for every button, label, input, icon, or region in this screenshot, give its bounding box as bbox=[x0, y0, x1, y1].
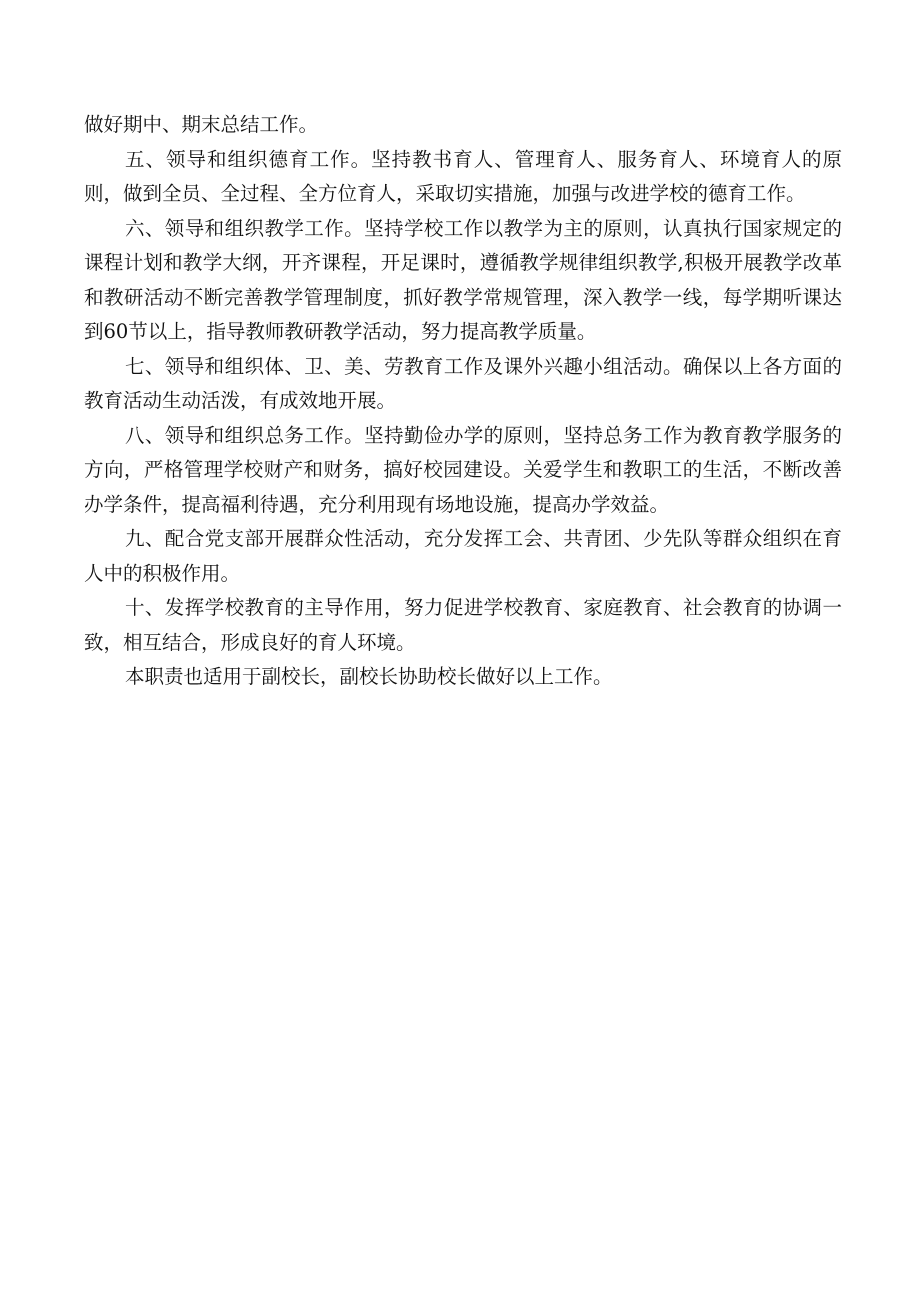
paragraph-teaching-work: 六、领导和组织教学工作。坚持学校工作以教学为主的原则，认真执行国家规定的课程计划和教学大纲，开齐课程，开足课时，遵循教学规律组织教学,积极开展教学改革和教研活动不断完善教学管理制度，抓好教学常规管理，深入教学一线，每学期听课达到60节以上，指导教师教研教学活动，努力提高教学质量。 bbox=[84, 216, 842, 343]
paragraph-sports-health-arts: 七、领导和组织体、卫、美、劳教育工作及课外兴趣小组活动。确保以上各方面的教育活动生动活泼，有成效地开展。 bbox=[84, 354, 842, 412]
paragraph-moral-education: 五、领导和组织德育工作。坚持教书育人、管理育人、服务育人、环境育人的原则，做到全员、全过程、全方位育人，采取切实措施，加强与改进学校的德育工作。 bbox=[84, 147, 842, 205]
document-page bbox=[84, 108, 842, 695]
paragraph-school-leading-role: 十、发挥学校教育的主导作用，努力促进学校教育、家庭教育、社会教育的协调一致，相互结合，形成良好的育人环境。 bbox=[84, 596, 842, 654]
paragraph-general-affairs: 八、领导和组织总务工作。坚持勤俭办学的原则，坚持总务工作为教育教学服务的方向，严格管理学校财产和财务，搞好校园建设。关爱学生和教职工的生活，不断改善办学条件，提高福利待遇，充分利用现有场地设施，提高办学效益。 bbox=[84, 423, 842, 516]
paragraph-party-branch: 九、配合党支部开展群众性活动，充分发挥工会、共青团、少先队等群众组织在育人中的积极作用。 bbox=[84, 527, 842, 585]
paragraph-vice-principal: 本职责也适用于副校长，副校长协助校长做好以上工作。 bbox=[124, 665, 613, 688]
paragraph-continuation: 做好期中、期末总结工作。 bbox=[84, 113, 319, 136]
